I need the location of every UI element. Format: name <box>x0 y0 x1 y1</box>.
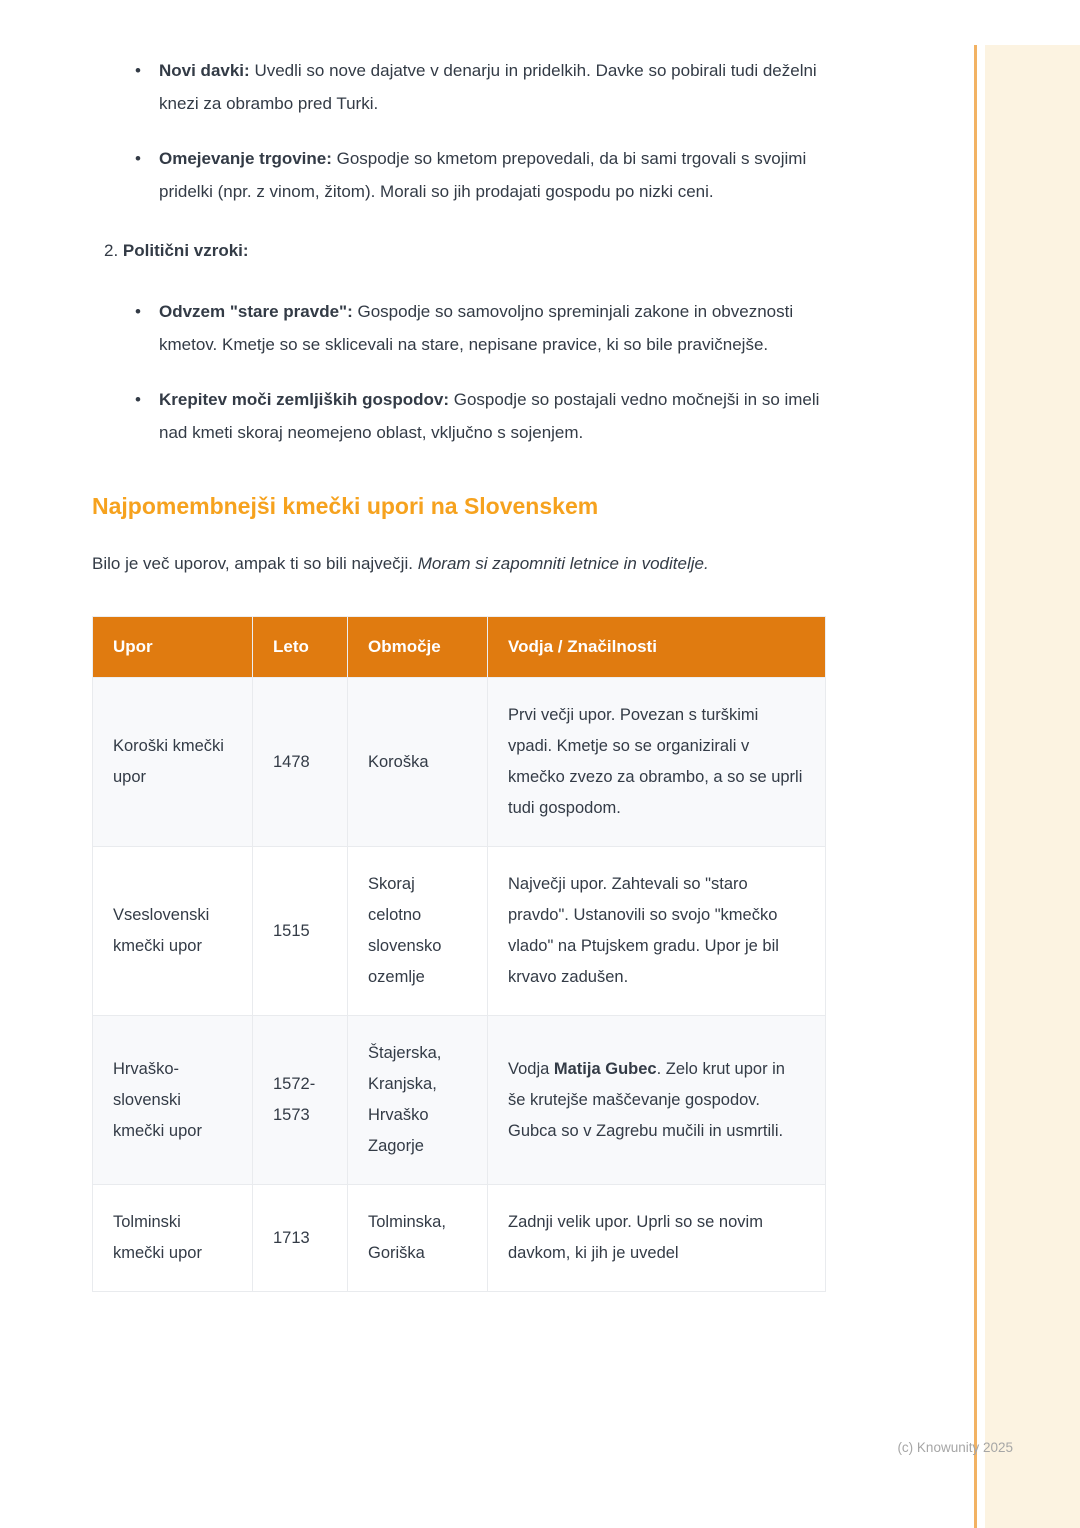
bullet-dot-icon: • <box>135 61 141 80</box>
bullet-body: Gospodje so postajali vedno močnejši in so imeli nad kmeti skoraj neomejeno oblast, vključno s sojenjem. <box>159 390 820 442</box>
cell-vodja: Zadnji velik upor. Uprli so se novim davkom, ki jih je uvedel <box>488 1185 826 1292</box>
bullet-item <box>92 54 825 120</box>
bullet-item <box>92 383 825 449</box>
cell-obmocje: Koroška <box>348 678 488 847</box>
cell-obmocje: Tolminska, Goriška <box>348 1185 488 1292</box>
table-row <box>93 1016 826 1185</box>
bullet-lead: Krepitev moči zemljiških gospodov: <box>159 390 450 409</box>
cell-vodja: Največji upor. Zahtevali so "staro pravdo". Ustanovili so svojo "kmečko vlado" na Ptujskem gradu. Upor je bil krvavo zadušen. <box>488 847 826 1016</box>
bullet-item <box>92 295 825 361</box>
table-row <box>93 1185 826 1292</box>
table-row <box>93 678 826 847</box>
cell-upor: Tolminski kmečki upor <box>93 1185 253 1292</box>
cell-vodja: Prvi večji upor. Povezan s turškimi vpadi. Kmetje so se organizirali v kmečko zvezo za obrambo, a so se uprli tudi gospodom. <box>488 678 826 847</box>
page-edge-band <box>985 45 1080 1528</box>
cell-obmocje: Skoraj celotno slovensko ozemlje <box>348 847 488 1016</box>
bullet-text <box>159 383 825 449</box>
cell-leto: 1572-1573 <box>253 1016 348 1185</box>
cell-upor: Hrvaško-slovenski kmečki upor <box>93 1016 253 1185</box>
table-header-row <box>93 617 826 678</box>
cell-obmocje: Štajerska, Kranjska, Hrvaško Zagorje <box>348 1016 488 1185</box>
bullet-text <box>159 142 825 208</box>
bullet-body: Uvedli so nove dajatve v denarju in pridelkih. Davke so pobirali tudi deželni knezi za obrambo pred Turki. <box>159 61 817 113</box>
numbered-heading <box>92 234 825 267</box>
bullet-dot-icon: • <box>135 390 141 409</box>
cell-leto: 1515 <box>253 847 348 1016</box>
cell-upor: Koroški kmečki upor <box>93 678 253 847</box>
vodja-leader-name: Matija Gubec <box>553 1059 657 1078</box>
header-cell-leto: Leto <box>253 617 348 678</box>
numbered-heading-label: Politični vzroki: <box>122 241 249 260</box>
header-cell-upor: Upor <box>93 617 253 678</box>
cell-upor: Vseslovenski kmečki upor <box>93 847 253 1016</box>
intro-italic-text: Moram si zapomniti letnice in voditelje. <box>417 554 709 573</box>
cell-vodja <box>488 1016 826 1185</box>
bullet-text <box>159 54 825 120</box>
bullet-body: Gospodje so kmetom prepovedali, da bi sami trgovali s svojimi pridelki (npr. z vinom, žitom). Morali so jih prodajati gospodu po nizki ceni. <box>159 149 807 201</box>
intro-paragraph <box>92 546 825 582</box>
table-row <box>93 847 826 1016</box>
vodja-suffix: . Zelo krut upor in še krutejše maščevanje gospodov. Gubca so v Zagrebu mučili in usmrtili. <box>508 1059 785 1140</box>
uprisings-table <box>92 616 826 1292</box>
page-edge-line <box>974 45 977 1528</box>
bullet-lead: Novi davki: <box>159 61 250 80</box>
bullet-dot-icon: • <box>135 302 141 321</box>
intro-normal-text: Bilo je več uporov, ampak ti so bili največji. <box>92 554 413 573</box>
bullet-text <box>159 295 825 361</box>
vodja-prefix: Vodja <box>508 1059 550 1078</box>
list-number: 2. <box>104 241 119 260</box>
bullet-dot-icon: • <box>135 149 141 168</box>
cell-leto: 1713 <box>253 1185 348 1292</box>
bullet-lead: Omejevanje trgovine: <box>159 149 332 168</box>
section-heading: Najpomembnejši kmečki upori na Slovenskem <box>92 493 599 519</box>
footer-credit: (c) Knowunity 2025 <box>897 1440 1013 1455</box>
header-cell-vodja: Vodja / Značilnosti <box>488 617 826 678</box>
cell-leto: 1478 <box>253 678 348 847</box>
header-cell-obmocje: Območje <box>348 617 488 678</box>
bullet-body: Gospodje so samovoljno spreminjali zakone in obveznosti kmetov. Kmetje so se sklicevali na stare, nepisane pravice, ki so bile pravičnejše. <box>159 302 794 354</box>
bullet-lead: Odvzem "stare pravde": <box>159 302 353 321</box>
bullet-item <box>92 142 825 208</box>
